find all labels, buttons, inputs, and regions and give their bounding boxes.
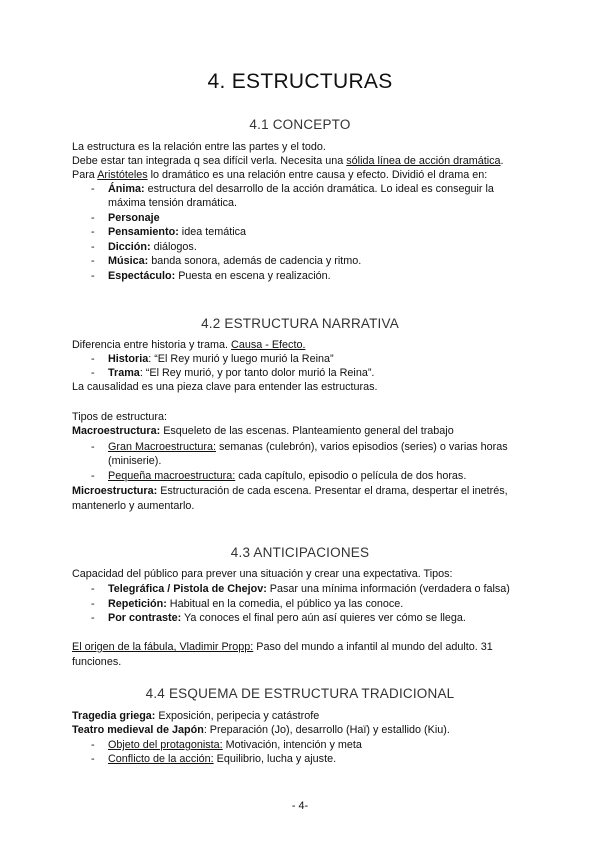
list-item: - Telegráfica / Pistola de Chejov: Pasar una mínima información (verdadera o falsa) (91, 583, 510, 595)
paragraph: Teatro medieval de Japón: Preparación (Jo), desarrollo (Haï) y estallido (Kiu). (72, 724, 450, 736)
section-heading-anticipaciones: 4.3 ANTICIPACIONES (230, 545, 370, 560)
list-item: - Por contraste: Ya conoces el final pero aún así quieres ver cómo se llega. (91, 612, 466, 624)
list-item-continuation: (miniserie). (108, 455, 162, 467)
list-item: - Gran Macroestructura: semanas (culebrón), varios episodios (series) o varias horas (91, 441, 508, 453)
list-item-continuation: máxima tensión dramática. (108, 197, 238, 209)
paragraph: Debe estar tan integrada q sea difícil verla. Necesita una sólida línea de acción dramática. (72, 155, 504, 167)
list-item: - Trama: “El Rey murió, y por tanto dolor murió la Reina”. (91, 367, 375, 379)
list-item: - Ánima: estructura del desarrollo de la acción dramática. Lo ideal es conseguir la (91, 183, 494, 195)
list-item: - Música: banda sonora, además de cadencia y ritmo. (91, 255, 362, 267)
underlined-phrase: sólida línea de acción dramática (346, 155, 501, 167)
paragraph: La estructura es la relación entre las partes y el todo. (72, 141, 326, 153)
list-item: - Conflicto de la acción: Equilibrio, lucha y ajuste. (91, 753, 337, 765)
underlined-phrase: Aristóteles (97, 169, 148, 181)
underlined-phrase: Causa - Efecto. (231, 339, 306, 351)
page-title: 4. ESTRUCTURAS (207, 70, 393, 93)
page-number: - 4- (291, 800, 309, 812)
list-item: - Dicción: diálogos. (91, 241, 197, 253)
section-heading-concepto: 4.1 CONCEPTO (249, 117, 351, 132)
section-heading-tradicional: 4.4 ESQUEMA DE ESTRUCTURA TRADICIONAL (145, 686, 455, 701)
list-item: - Personaje (91, 212, 160, 224)
paragraph: Tragedia griega: Exposición, peripecia y catástrofe (72, 710, 320, 722)
list-item: - Objeto del protagonista: Motivación, intención y meta (91, 739, 362, 751)
paragraph: Tipos de estructura: (72, 411, 168, 423)
list-item: - Historia: “El Rey murió y luego murió la Reina” (91, 353, 334, 365)
paragraph: Capacidad del público para prever una situación y crear una expectativa. Tipos: (72, 568, 453, 580)
paragraph: La causalidad es una pieza clave para entender las estructuras. (72, 381, 378, 393)
underlined-phrase: El origen de la fábula, Vladimir Propp: (72, 641, 254, 653)
paragraph: El origen de la fábula, Vladimir Propp: Paso del mundo a infantil al mundo del adulto. 31 (72, 641, 493, 653)
list-item: - Pensamiento: idea temática (91, 226, 247, 238)
paragraph: Macroestructura: Esqueleto de las escenas. Planteamiento general del trabajo (72, 425, 454, 437)
paragraph: Microestructura: Estructuración de cada escena. Presentar el drama, despertar el inetrés, (72, 485, 508, 497)
paragraph: Diferencia entre historia y trama. Causa - Efecto. (72, 339, 306, 351)
list-item: - Espectáculo: Puesta en escena y realización. (91, 270, 331, 282)
paragraph-continuation: funciones. (72, 656, 122, 668)
paragraph-continuation: mantenerlo y aumentarlo. (72, 500, 195, 512)
section-heading-narrativa: 4.2 ESTRUCTURA NARRATIVA (201, 316, 399, 331)
paragraph: Para Aristóteles lo dramático es una relación entre causa y efecto. Dividió el drama en: (72, 169, 488, 181)
list-item: - Pequeña macroestructura: cada capítulo, episodio o película de dos horas. (91, 470, 467, 482)
list-item: - Repetición: Habitual en la comedia, el público ya las conoce. (91, 598, 404, 610)
